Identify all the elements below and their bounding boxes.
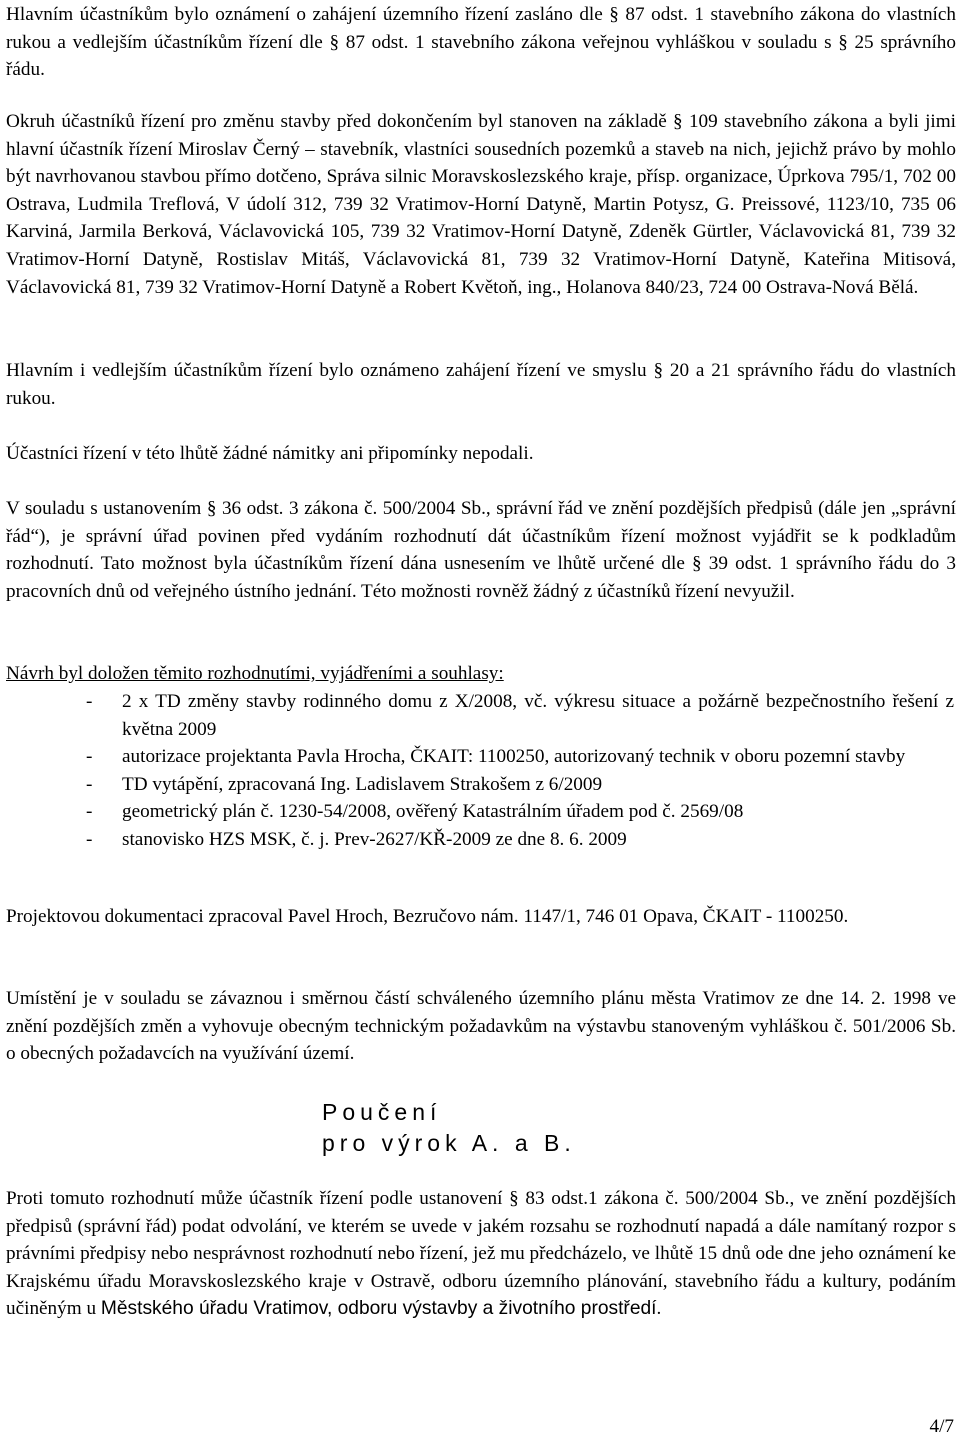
list-item xyxy=(86,771,954,799)
list-item xyxy=(86,826,954,854)
list-item xyxy=(86,798,954,826)
paragraph-informed: Hlavním i vedlejším účastníkům řízení bylo oznámeno zahájení řízení ve smyslu § 20 a 21 správního řádu do vlastních rukou. xyxy=(6,360,956,409)
appeal-text-end: . xyxy=(656,1298,662,1320)
page-number: 4/7 xyxy=(929,1416,954,1437)
list-item-text: geometrický plán č. 1230-54/2008, ověřený Katastrálním úřadem pod č. 2569/08 xyxy=(122,801,744,823)
documents-list-label: Návrh byl doložen těmito rozhodnutími, vyjádřeními a souhlasy: xyxy=(6,663,504,684)
instruction-heading: Poučení xyxy=(322,1099,442,1125)
instruction-subheading: pro výrok A. a B. xyxy=(322,1130,576,1156)
list-bullet: - xyxy=(86,691,93,712)
list-bullet: - xyxy=(86,746,93,768)
list-bullet: - xyxy=(86,828,93,850)
list-bullet: - xyxy=(86,773,93,795)
paragraph-no-objections: Účastníci řízení v této lhůtě žádné námitky ani připomínky nepodali. xyxy=(6,443,534,464)
paragraph-statement-opportunity: V souladu s ustanovením § 36 odst. 3 zákona č. 500/2004 Sb., správní řád ve znění pozdějších předpisů (dále jen „správní řád“), je správní úřad povinen před vydáním rozhodnutí dát účastníkům řízení možnost vyjádřit se k podkladům rozhodnutí. Tato možnost byla účastníkům řízení dána usnesením ve lhůtě určené dle § 39 odst. 1 správního řádu do 3 pracovních dnů od veřejného ústního jednání. Této možnosti rovněž žádný z účastníků řízení nevyužil. xyxy=(6,498,956,602)
list-bullet: - xyxy=(86,801,93,823)
paragraph-participants: Okruh účastníků řízení pro změnu stavby před dokončením byl stanoven na základě § 109 stavebního zákona a byli jimi hlavní účastník řízení Miroslav Černý – stavebník, vlastníci sousedních pozemků a staveb na nich, jejichž právo by mohlo být navrhovanou stavbou přímo dotčeno, Správa silnic Moravskoslezského kraje, přísp. organizace, Úprkova 795/1, 702 00 Ostrava, Ludmila Treflová, V údolí 312, 739 32 Vratimov-Horní Datyně, Martin Potysz, G. Preissové, 1123/10, 735 06 Karviná, Jarmila Berková, Václavovická 105, 739 32 Vratimov-Horní Datyně, Zdeněk Gürtler, Václavovická 81, 739 32 Vratimov-Horní Datyně, Rostislav Mitáš, Václavovická 81, 739 32 Vratimov-Horní Datyně, Kateřina Mitisová, Václavovická 81, 739 32 Vratimov-Horní Datyně a Robert Květoň, ing., Holanova 840/23, 724 00 Ostrava-Nová Bělá. xyxy=(6,111,956,298)
office-name: Městského úřadu Vratimov, odboru výstavby a životního prostředí xyxy=(100,1298,657,1320)
appeal-text: Proti tomuto rozhodnutí může účastník řízení podle ustanovení § 83 odst.1 zákona č. 500/2004 Sb., ve znění pozdějších předpisů (správní řád) podat odvolání, ve kterém se uvede v jakém rozsahu se rozhodnutí napadá a dále namítaný rozpor s právními předpisy nebo nesprávnost rozhodnutí nebo řízení, jež mu předcházelo, ve lhůtě 15 dnů ode dne jeho oznámení ke Krajskému úřadu Moravskoslezského kraje v Ostravě, odboru územního plánování, stavebního řádu a kultury, podáním učiněným u xyxy=(6,1188,956,1320)
list-item-text: TD vytápění, zpracovaná Ing. Ladislavem Strakošem z 6/2009 xyxy=(122,773,603,795)
list-item-text: stanovisko HZS MSK, č. j. Prev-2627/KŘ-2009 ze dne 8. 6. 2009 xyxy=(122,828,627,850)
paragraph-project-author: Projektovou dokumentaci zpracoval Pavel Hroch, Bezručovo nám. 1147/1, 746 01 Opava, ČKAIT - 1100250. xyxy=(6,906,849,927)
list-item xyxy=(86,743,954,771)
paragraph-zoning-compliance: Umístění je v souladu se závaznou i směrnou částí schváleného územního plánu města Vratimov ze dne 14. 2. 1998 ve znění pozdějších změn a vyhovuje obecným technickým požadavkům na výstavbu stanoveným vyhláškou č. 501/2006 Sb. o obecných požadavcích na využívání území. xyxy=(6,988,956,1065)
paragraph-notification: Hlavním účastníkům bylo oznámení o zahájení územního řízení zasláno dle § 87 odst. 1 stavebního zákona do vlastních rukou a vedlejším účastníkům řízení dle § 87 odst. 1 stavebního zákona veřejnou vyhláškou v souladu s § 25 správního řádu. xyxy=(6,4,956,81)
paragraph-appeal-instructions xyxy=(6,1185,956,1323)
list-item-text: 2 x TD změny stavby rodinného domu z X/2008, vč. výkresu situace a požárně bezpečnostního řešení z května 2009 xyxy=(122,691,954,740)
list-item xyxy=(86,688,954,743)
list-item-text: autorizace projektanta Pavla Hrocha, ČKAIT: 1100250, autorizovaný technik v oboru pozemní stavby xyxy=(122,746,906,768)
documents-list xyxy=(86,688,954,854)
